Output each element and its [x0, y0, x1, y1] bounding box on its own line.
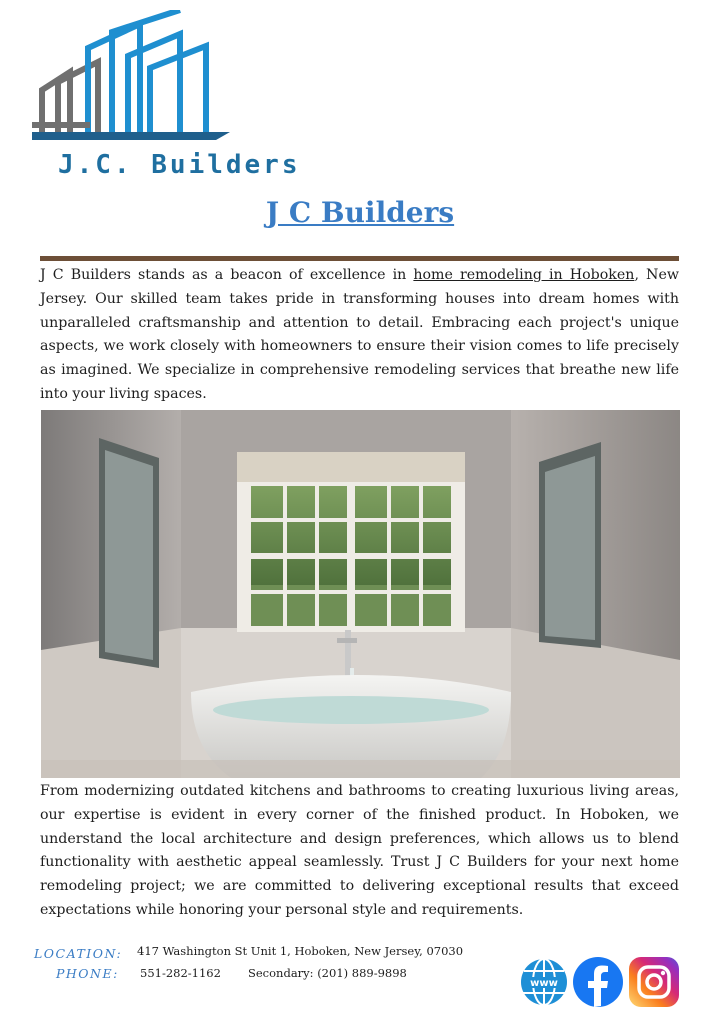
- location-label: LOCATION:: [34, 946, 123, 961]
- intro-text-start: J C Builders stands as a beacon of excellence in: [40, 267, 414, 283]
- bathroom-photo: [41, 410, 680, 778]
- phone-number[interactable]: 551-282-1162: [140, 966, 221, 980]
- facebook-icon: [572, 956, 624, 1008]
- building-logo-icon: [30, 10, 245, 150]
- facebook-link[interactable]: [572, 956, 624, 1008]
- home-remodeling-link[interactable]: home remodeling in Hoboken: [413, 267, 635, 283]
- instagram-link[interactable]: [628, 956, 680, 1008]
- globe-icon-text: www: [530, 978, 558, 989]
- page-title-link[interactable]: J C Builders: [265, 196, 455, 229]
- company-logo: [30, 10, 301, 180]
- intro-text-end: , New Jersey. Our skilled team takes pride in transforming houses into dream homes with unparalleled craftsmanship and attention to detail. Embracing each project's unique aspects, we work closely with homeowners to ensure their vision comes to life precisely as imagined. We specialize in comprehensive remodeling services that breathe new life into your living spaces.: [40, 267, 679, 402]
- website-link[interactable]: [518, 956, 570, 1008]
- phone-label: PHONE:: [56, 966, 119, 981]
- instagram-icon: [628, 956, 680, 1008]
- globe-icon: [518, 956, 570, 1008]
- title-divider: [40, 256, 679, 261]
- intro-paragraph: [40, 264, 679, 407]
- bathtub-image: [41, 410, 680, 778]
- page-title: [0, 196, 720, 229]
- body-paragraph: From modernizing outdated kitchens and bathrooms to creating luxurious living areas, our expertise is evident in every corner of the finished product. In Hoboken, we understand the local architecture and design preferences, which allows us to blend functionality with aesthetic appeal seamlessly. Trust J C Builders for your next home remodeling project; we are committed to delivering exceptional results that exceed expectations while honoring your personal style and requirements.: [40, 783, 679, 918]
- logo-wordmark: J.C. Builders: [58, 150, 301, 180]
- location-address: 417 Washington St Unit 1, Hoboken, New Jersey, 07030: [137, 944, 464, 958]
- secondary-phone[interactable]: Secondary: (201) 889-9898: [248, 966, 407, 980]
